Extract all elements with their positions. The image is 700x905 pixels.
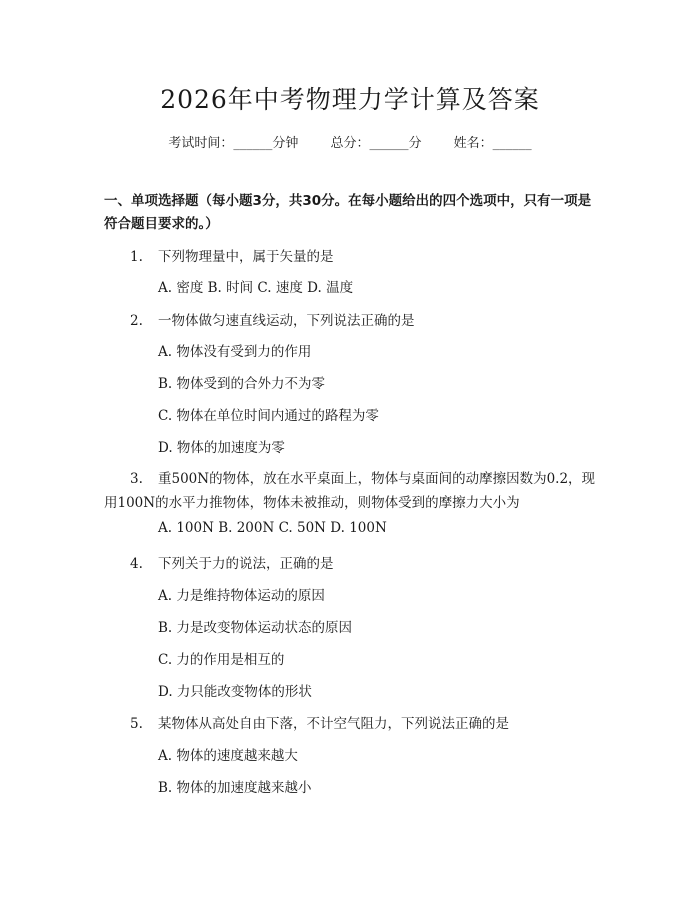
page-title: 2026年中考物理力学计算及答案 — [160, 85, 540, 114]
question-2-option-b: B. 物体受到的合外力不为零 — [158, 376, 326, 392]
question-2-option-a: A. 物体没有受到力的作用 — [158, 344, 312, 360]
question-3: 3. 重500N的物体，放在水平桌面上，物体与桌面间的动摩擦因数为0.2，现用100N的水平力推物体，物体未被推动，则物体受到的摩擦力大小为 — [104, 471, 596, 511]
question-4-option-d: D. 力只能改变物体的形状 — [158, 684, 312, 700]
total-score-field: 总分：______分 — [330, 136, 422, 151]
section-heading-single-choice: 一、单项选择题（每小题3分，共30分。在每小题给出的四个选项中，只有一项是符合题目要求的。） — [104, 193, 592, 232]
question-2: 2. 一物体做匀速直线运动，下列说法正确的是 — [130, 313, 415, 329]
question-1-options: A. 密度 B. 时间 C. 速度 D. 温度 — [158, 280, 354, 296]
question-5-option-a: A. 物体的速度越来越大 — [158, 748, 298, 764]
question-4-option-a: A. 力是维持物体运动的原因 — [158, 588, 325, 604]
question-4: 4. 下列关于力的说法，正确的是 — [130, 556, 334, 572]
question-4-option-c: C. 力的作用是相互的 — [158, 652, 285, 668]
question-2-option-c: C. 物体在单位时间内通过的路程为零 — [158, 408, 379, 424]
question-5: 5. 某物体从高处自由下落，不计空气阻力，下列说法正确的是 — [130, 716, 509, 732]
name-field: 姓名：______ — [453, 136, 532, 151]
question-3-options: A. 100N B. 200N C. 50N D. 100N — [158, 520, 387, 536]
question-5-option-b: B. 物体的加速度越来越小 — [158, 780, 312, 796]
question-4-option-b: B. 力是改变物体运动状态的原因 — [158, 620, 353, 636]
exam-time-blank: ______ — [233, 136, 273, 151]
exam-time-field: 考试时间：______分钟 — [168, 136, 299, 151]
question-1: 1. 下列物理量中，属于矢量的是 — [130, 249, 334, 265]
question-2-option-d: D. 物体的加速度为零 — [158, 440, 285, 456]
name-blank: ______ — [492, 136, 532, 151]
exam-info-bar — [0, 132, 700, 151]
total-score-blank: ______ — [369, 136, 409, 151]
